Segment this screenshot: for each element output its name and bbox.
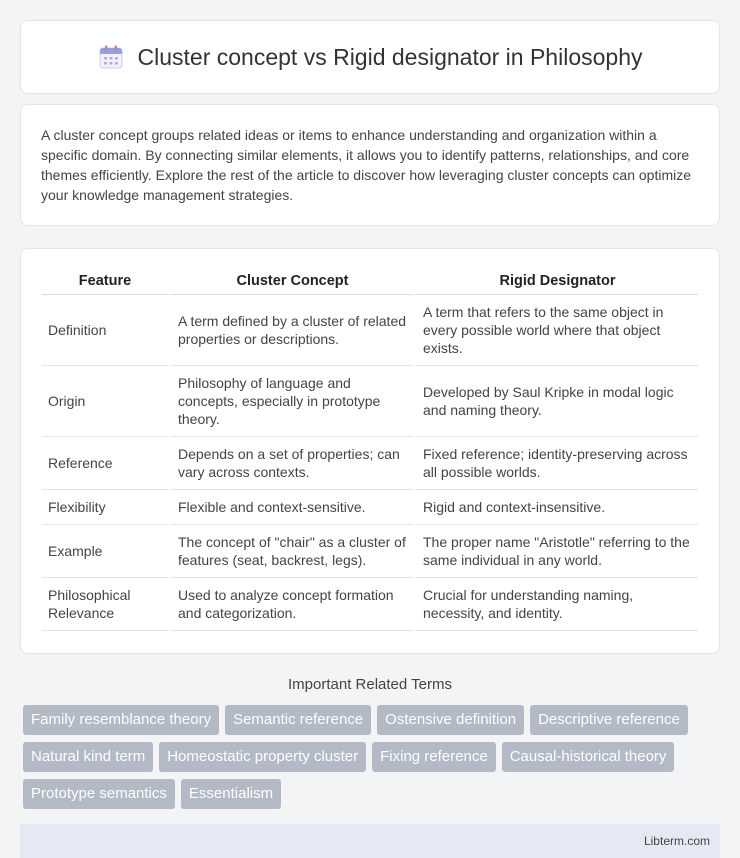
row-rigid-value: The proper name "Aristotle" referring to the same individual in any world.	[413, 525, 698, 578]
table-row	[42, 525, 698, 578]
table-row	[42, 295, 698, 366]
footer-site-link[interactable]: Libterm.com	[643, 834, 710, 848]
table-row	[42, 366, 698, 437]
row-feature: Reference	[42, 437, 168, 490]
row-rigid-value: A term that refers to the same object in every possible world where that object exists.	[413, 295, 698, 366]
related-term-tag[interactable]: Descriptive reference	[530, 705, 688, 735]
row-feature: Origin	[42, 366, 168, 437]
row-cluster-value: The concept of "chair" as a cluster of features (seat, backrest, legs).	[168, 525, 413, 578]
header-cluster-concept: Cluster Concept	[168, 269, 413, 295]
related-terms-title: Important Related Terms	[288, 676, 452, 693]
row-rigid-value: Rigid and context-insensitive.	[413, 490, 698, 525]
related-term-tag[interactable]: Family resemblance theory	[23, 705, 219, 735]
footer	[20, 824, 720, 858]
table-row	[42, 437, 698, 490]
related-term-tag[interactable]: Homeostatic property cluster	[159, 742, 366, 772]
page-title: Cluster concept vs Rigid designator in Philosophy	[137, 43, 643, 70]
table-row	[42, 578, 698, 631]
row-rigid-value: Fixed reference; identity-preserving across all possible worlds.	[413, 437, 698, 490]
related-term-tag[interactable]: Causal-historical theory	[502, 742, 675, 772]
row-cluster-value: Flexible and context-sensitive.	[168, 490, 413, 525]
row-feature: Flexibility	[42, 490, 168, 525]
row-feature: Definition	[42, 295, 168, 366]
row-rigid-value: Developed by Saul Kripke in modal logic and naming theory.	[413, 366, 698, 437]
row-rigid-value: Crucial for understanding naming, necessity, and identity.	[413, 578, 698, 631]
related-term-tag[interactable]: Prototype semantics	[23, 779, 175, 809]
related-term-tag[interactable]: Semantic reference	[225, 705, 371, 735]
row-feature: Example	[42, 525, 168, 578]
table-row	[42, 490, 698, 525]
related-term-tag[interactable]: Fixing reference	[372, 742, 496, 772]
header-rigid-designator: Rigid Designator	[413, 269, 698, 295]
header-feature: Feature	[42, 269, 168, 295]
row-cluster-value: Depends on a set of properties; can vary across contexts.	[168, 437, 413, 490]
row-cluster-value: A term defined by a cluster of related properties or descriptions.	[168, 295, 413, 366]
related-term-tag[interactable]: Natural kind term	[23, 742, 153, 772]
related-term-tag[interactable]: Ostensive definition	[377, 705, 524, 735]
intro-card	[20, 104, 720, 226]
table-header-row	[42, 269, 698, 295]
intro-text: A cluster concept groups related ideas or items to enhance understanding and organization within a specific domain. By connecting similar elements, it allows you to identify patterns, relationships, and core themes efficiently. Explore the rest of the article to discover how leveraging cluster concepts can optimize your knowledge management strategies.	[41, 127, 692, 203]
row-cluster-value: Used to analyze concept formation and categorization.	[168, 578, 413, 631]
title-card	[20, 20, 720, 94]
row-cluster-value: Philosophy of language and concepts, especially in prototype theory.	[168, 366, 413, 437]
comparison-table-card	[20, 248, 720, 654]
related-term-tag[interactable]: Essentialism	[181, 779, 281, 809]
calendar-icon	[98, 44, 124, 70]
related-terms-list	[20, 705, 720, 809]
row-feature: Philosophical Relevance	[42, 578, 168, 631]
comparison-table	[42, 269, 698, 631]
